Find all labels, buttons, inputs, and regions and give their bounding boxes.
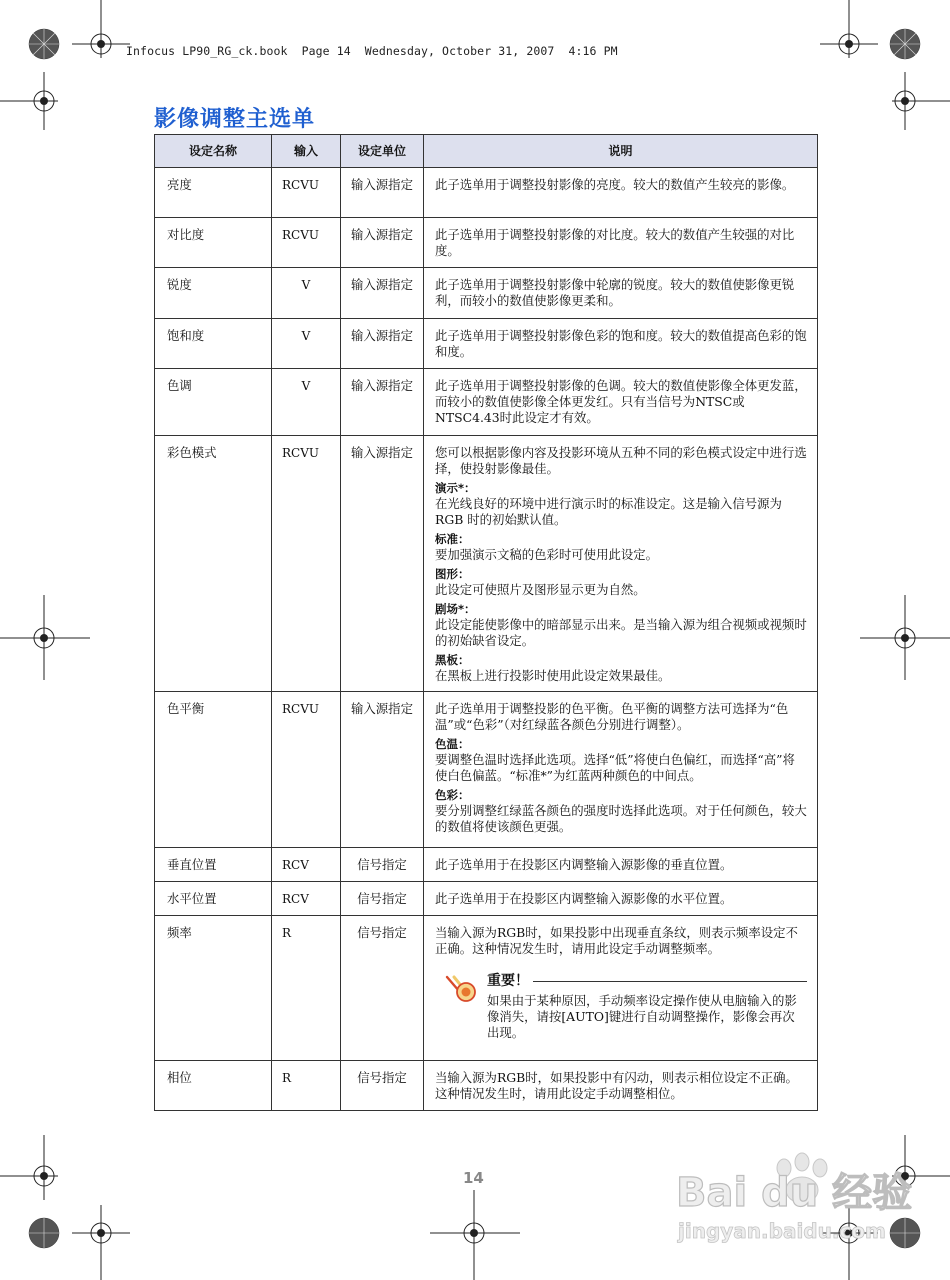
option-text: 此设定可使照片及图形显示更为自然。	[435, 582, 646, 597]
setting-input: RCVU	[272, 436, 341, 692]
setting-input: V	[272, 319, 341, 369]
setting-description: 当输入源为RGB时，如果投影中有闪动，则表示相位设定不正确。这种情况发生时，请用此设定手动调整相位。	[424, 1061, 818, 1111]
setting-input: V	[272, 369, 341, 436]
setting-input: RCVU	[272, 218, 341, 268]
option-heading: 色彩：	[435, 788, 470, 802]
option-heading: 色温：	[435, 737, 470, 751]
column-header: 说明	[424, 135, 818, 168]
page-number: 14	[463, 1169, 484, 1187]
setting-input: V	[272, 268, 341, 319]
setting-unit: 输入源指定	[341, 692, 424, 848]
baidu-watermark	[676, 1150, 936, 1245]
setting-name: 相位	[155, 1061, 272, 1111]
description-text: 当输入源为RGB时，如果投影中出现垂直条纹，则表示频率设定不正确。这种情况发生时，请用此设定手动调整频率。	[435, 925, 798, 956]
column-header: 输入	[272, 135, 341, 168]
setting-name: 饱和度	[155, 319, 272, 369]
note-text: 如果由于某种原因，手动频率设定操作使从电脑输入的影像消失，请按[AUTO]键进行自动调整操作，影像会再次出现。	[487, 993, 797, 1040]
setting-description: 此子选单用于在投影区内调整输入源影像的垂直位置。	[424, 848, 818, 882]
setting-name: 色平衡	[155, 692, 272, 848]
description-text: 您可以根据影像内容及投影环境从五种不同的彩色模式设定中进行选择，使投射影像最佳。	[435, 445, 807, 476]
setting-input: RCV	[272, 848, 341, 882]
section-title: 影像调整主选单	[154, 107, 316, 132]
setting-unit: 信号指定	[341, 916, 424, 1061]
setting-unit: 输入源指定	[341, 168, 424, 218]
column-header: 设定单位	[341, 135, 424, 168]
option-heading: 标准：	[435, 532, 470, 546]
setting-name: 锐度	[155, 268, 272, 319]
setting-unit: 输入源指定	[341, 268, 424, 319]
setting-name: 彩色模式	[155, 436, 272, 692]
setting-description: 此子选单用于在投影区内调整输入源影像的水平位置。	[424, 882, 818, 916]
watermark-brand: Bai du 经验	[676, 1170, 913, 1216]
setting-input: RCVU	[272, 692, 341, 848]
setting-name: 垂直位置	[155, 848, 272, 882]
option-text: 要分别调整红绿蓝各颜色的强度时选择此选项。对于任何颜色，较大的数值将使该颜色更强。	[435, 803, 807, 834]
setting-name: 色调	[155, 369, 272, 436]
setting-unit: 输入源指定	[341, 218, 424, 268]
setting-input: RCV	[272, 882, 341, 916]
setting-description: 此子选单用于调整投射影像的色调。较大的数值使影像全体更发蓝，而较小的数值使影像全体更发红。只有当信号为NTSC或NTSC4.43时此设定才有效。	[424, 369, 818, 436]
setting-unit: 信号指定	[341, 848, 424, 882]
option-text: 要调整色温时选择此选项。选择“低”将使白色偏红，而选择“高”将使白色偏蓝。“标准*”为红蓝两种颜色的中间点。	[435, 752, 795, 783]
setting-input: R	[272, 1061, 341, 1111]
setting-unit: 输入源指定	[341, 319, 424, 369]
setting-input: R	[272, 916, 341, 1061]
setting-name: 频率	[155, 916, 272, 1061]
setting-unit: 输入源指定	[341, 369, 424, 436]
setting-description: 此子选单用于调整投射影像的亮度。较大的数值产生较亮的影像。	[424, 168, 818, 218]
option-text: 要加强演示文稿的色彩时可使用此设定。	[435, 547, 659, 562]
option-text: 在黑板上进行投影时使用此设定效果最佳。	[435, 668, 671, 683]
setting-description: 此子选单用于调整投射影像的对比度。较大的数值产生较强的对比度。	[424, 218, 818, 268]
print-slug: Infocus LP90_RG_ck.book Page 14 Wednesday, October 31, 2007 4:16 PM	[126, 44, 618, 58]
option-text: 此设定能使影像中的暗部显示出来。是当输入源为组合视频或视频时的初始缺省设定。	[435, 617, 807, 648]
option-text: 在光线良好的环境中进行演示时的标准设定。这是输入信号源为 RGB 时的初始默认值。	[435, 496, 782, 527]
setting-description: 此子选单用于调整投射影像中轮廓的锐度。较大的数值使影像更锐利，而较小的数值使影像更柔和。	[424, 268, 818, 319]
option-heading: 黑板：	[435, 653, 470, 667]
option-heading: 剧场*：	[435, 602, 476, 616]
setting-name: 对比度	[155, 218, 272, 268]
column-header: 设定名称	[155, 135, 272, 168]
description-text: 此子选单用于调整投影的色平衡。色平衡的调整方法可选择为“色温”或“色彩”（对红绿蓝各颜色分别进行调整）。	[435, 701, 789, 732]
option-heading: 演示*：	[435, 481, 476, 495]
setting-unit: 信号指定	[341, 882, 424, 916]
watermark-url: jingyan.baidu.com	[678, 1219, 886, 1243]
setting-unit: 输入源指定	[341, 436, 424, 692]
note-title: 重要！	[487, 973, 529, 989]
setting-input: RCVU	[272, 168, 341, 218]
setting-description: 此子选单用于调整投射影像色彩的饱和度。较大的数值提高色彩的饱和度。	[424, 319, 818, 369]
setting-unit: 信号指定	[341, 1061, 424, 1111]
option-heading: 图形：	[435, 567, 470, 581]
setting-name: 水平位置	[155, 882, 272, 916]
setting-name: 亮度	[155, 168, 272, 218]
